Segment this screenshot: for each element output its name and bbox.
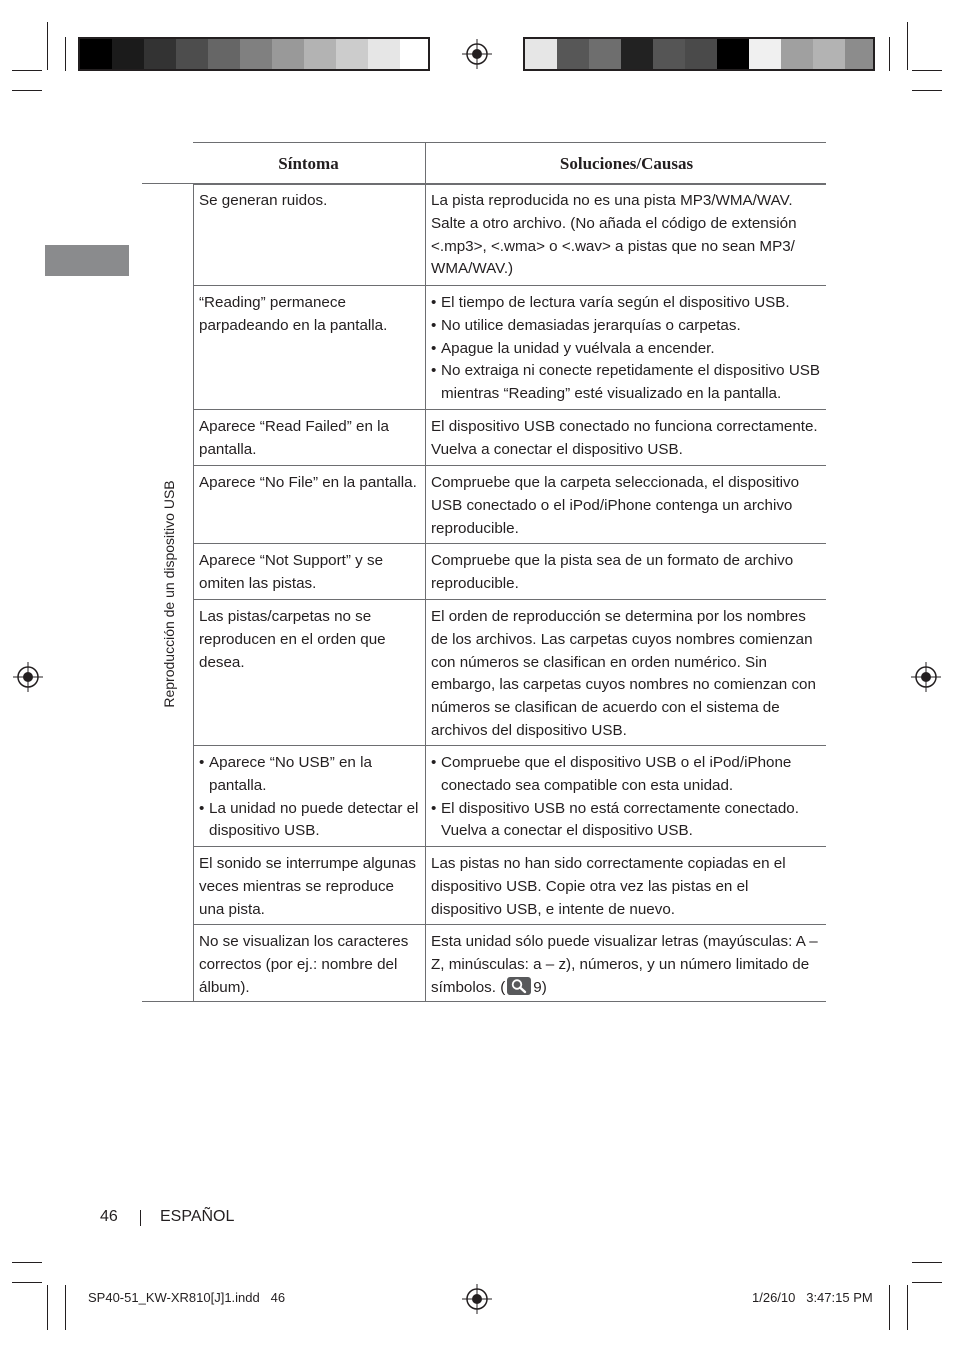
page-number: 46 xyxy=(100,1208,118,1225)
section-side-label xyxy=(142,184,193,1003)
solution-bullet: • Apague la unidad y vuélvala a encender. xyxy=(431,338,823,361)
table-row xyxy=(193,184,826,286)
crop-mark xyxy=(65,1285,66,1330)
crop-mark xyxy=(907,22,908,70)
solution-cell: El dispositivo USB conectado no funciona correctamente. Vuelva a conectar el dispositivo USB. xyxy=(431,418,818,458)
registration-mark-icon xyxy=(911,662,941,692)
crop-mark xyxy=(912,90,942,91)
solution-cell: La pista reproducida no es una pista MP3/WMA/WAV. Salte a otro archivo. (No añada el código de extensión <.mp3>, <.wma> o <.wav> a pistas que no sean MP3/ WMA/WAV.) xyxy=(431,192,797,278)
crop-mark xyxy=(12,1282,42,1283)
solution-bullet: • No extraiga ni conecte repetidamente el dispositivo USB mientras “Reading” esté visualizado en la pantalla. xyxy=(431,360,823,406)
print-slug-date: 1/26/10 3:47:15 PM xyxy=(752,1290,873,1305)
mixed-color-bar xyxy=(523,37,875,71)
table-row xyxy=(193,286,826,410)
solution-bullet: • Compruebe que el dispositivo USB o el iPod/iPhone conectado sea compatible con esta unidad. xyxy=(431,752,823,798)
solution-bullet: • No utilice demasiadas jerarquías o carpetas. xyxy=(431,315,823,338)
symptom-bullet: • Aparece “No USB” en la pantalla. xyxy=(199,752,423,798)
symptom-cell: El sonido se interrumpe algunas veces mientras se reproduce una pista. xyxy=(199,855,416,918)
registration-mark-icon xyxy=(13,662,43,692)
symptom-cell xyxy=(199,746,423,843)
grayscale-color-bar xyxy=(78,37,430,71)
crop-mark xyxy=(907,1285,908,1330)
symptom-cell: Aparece “Read Failed” en la pantalla. xyxy=(199,418,389,458)
table-row xyxy=(193,847,826,925)
crop-mark xyxy=(12,1262,42,1263)
symptom-cell: “Reading” permanece parpadeando en la pantalla. xyxy=(199,294,388,334)
solution-cell: Compruebe que la pista sea de un formato de archivo reproducible. xyxy=(431,552,794,592)
symptom-cell: Las pistas/carpetas no se reproducen en el orden que desea. xyxy=(199,608,386,671)
print-slug-file: SP40-51_KW-XR810[J]1.indd 46 xyxy=(88,1290,286,1305)
search-reference-icon xyxy=(507,977,531,995)
table-row xyxy=(193,410,826,466)
crop-mark xyxy=(65,37,66,71)
table-row xyxy=(193,544,826,600)
table-header xyxy=(193,142,826,185)
symptom-cell: Se generan ruidos. xyxy=(199,192,328,209)
solution-cell xyxy=(431,286,823,406)
crop-mark xyxy=(912,1262,942,1263)
solution-cell xyxy=(431,746,823,843)
header-symptom: Síntoma xyxy=(278,154,339,173)
crop-mark xyxy=(47,22,48,70)
symptom-cell: Aparece “Not Support” y se omiten las pistas. xyxy=(199,552,384,592)
solution-text: Esta unidad sólo puede visualizar letras (mayúsculas: A – Z, minúsculas: a – z), números, y un número limitado de símbolos. ( xyxy=(431,933,818,996)
crop-mark xyxy=(12,70,42,71)
registration-mark-icon xyxy=(462,39,492,69)
language-label: ESPAÑOL xyxy=(160,1208,235,1225)
section-tab-marker xyxy=(45,245,129,276)
solution-cell: El orden de reproducción se determina por los nombres de los archivos. Las carpetas cuyos nombres comienzan con números se clasifican en orden numérico. Sin embargo, las carpetas cuyos nombres no comienzan con números se clasifican de acuerdo con el sistema de archivos del dispositivo USB. xyxy=(431,608,816,739)
symptom-cell: Aparece “No File” en la pantalla. xyxy=(199,474,417,491)
solution-cell xyxy=(431,925,823,999)
crop-mark xyxy=(912,70,942,71)
table-row xyxy=(193,925,826,1003)
solution-cell: Las pistas no han sido correctamente copiadas en el dispositivo USB. Copie otra vez las pistas en el dispositivo USB, e intente de nuevo. xyxy=(431,855,786,918)
section-label-text: Reproducción de un dispositivo USB xyxy=(161,480,177,708)
solution-bullet: • El dispositivo USB no está correctamente conectado. Vuelva a conectar el dispositivo USB. xyxy=(431,798,823,844)
table-body xyxy=(142,183,826,1002)
crop-mark xyxy=(889,1285,890,1330)
solution-cell: Compruebe que la carpeta seleccionada, el dispositivo USB conectado o el iPod/iPhone contenga un archivo reproducible. xyxy=(431,474,800,537)
table-row xyxy=(193,466,826,544)
crop-mark xyxy=(912,1282,942,1283)
crop-mark xyxy=(889,37,890,71)
crop-mark xyxy=(47,1285,48,1330)
table-row xyxy=(193,600,826,746)
footer-divider xyxy=(140,1210,141,1226)
table-row xyxy=(193,746,826,847)
crop-mark xyxy=(12,90,42,91)
solution-bullet: • El tiempo de lectura varía según el dispositivo USB. xyxy=(431,292,823,315)
header-solutions: Soluciones/Causas xyxy=(425,143,827,184)
symptom-bullet: • La unidad no puede detectar el dispositivo USB. xyxy=(199,798,423,844)
registration-mark-icon xyxy=(462,1284,492,1314)
symptom-cell: No se visualizan los caracteres correctos (por ej.: nombre del álbum). xyxy=(199,933,409,996)
page-reference: 9) xyxy=(533,978,547,996)
